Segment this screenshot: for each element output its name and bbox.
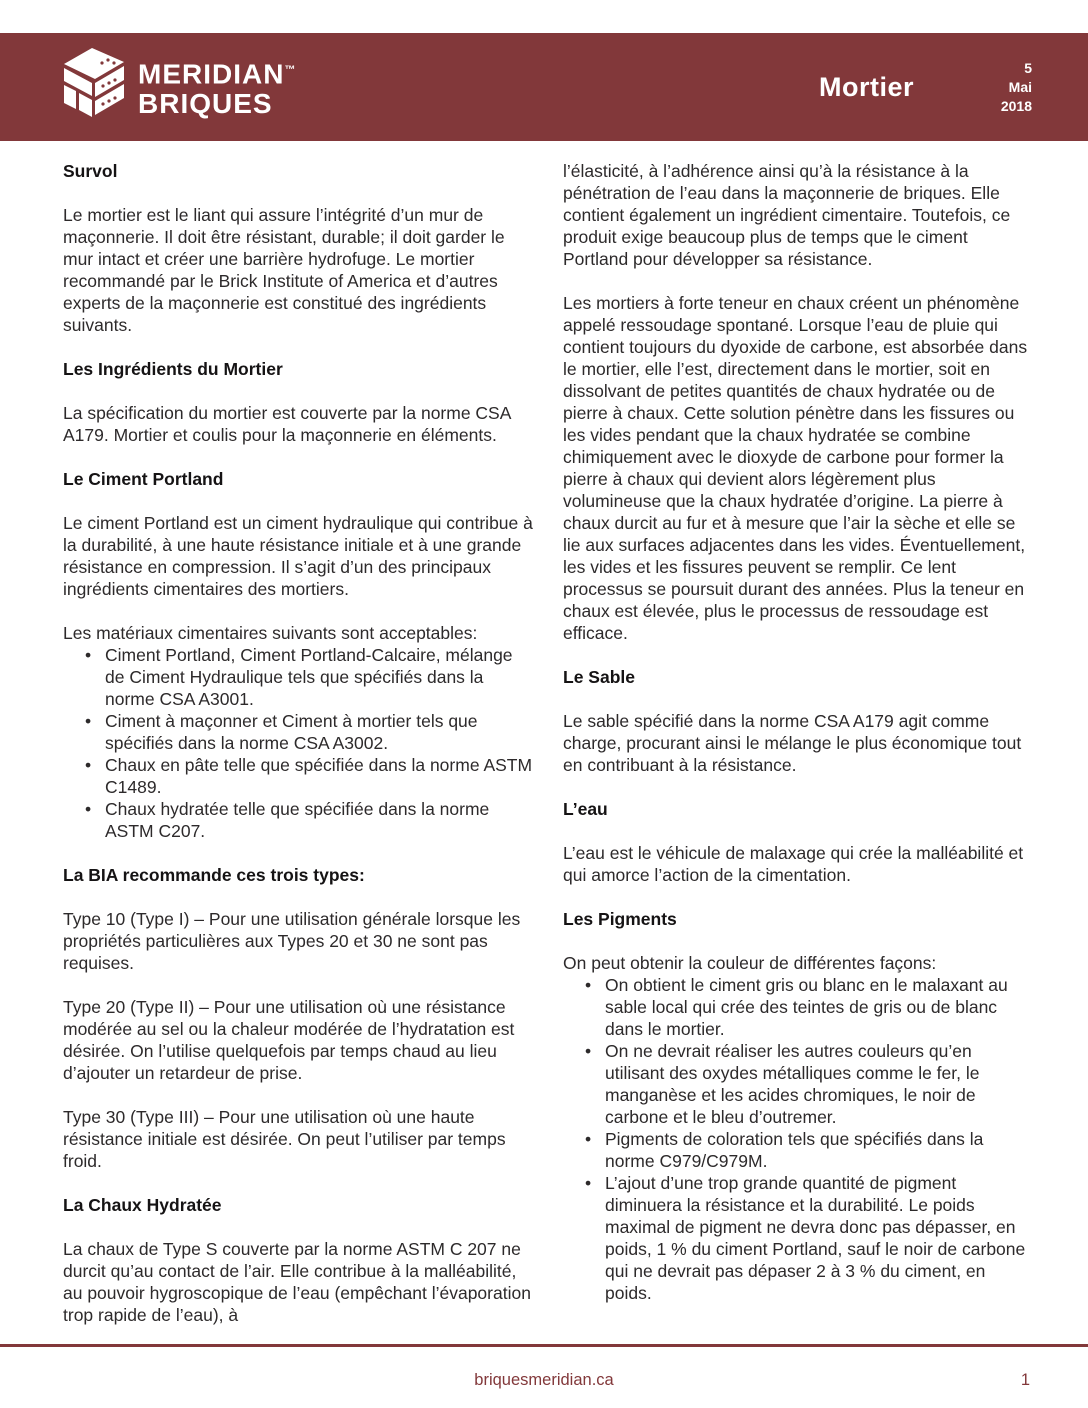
brand-name: [138, 55, 295, 119]
paragraph: La spécification du mortier est couverte par la norme CSA A179. Mortier et coulis pour la maçonnerie en éléments.: [63, 403, 511, 445]
paragraph: Type 20 (Type II) – Pour une utilisation où une résistance modérée au sel ou la chaleur modérée de l’hydratation est désirée. On l’utilise quelquefois par temps chaud au lieu d’ajouter un retardeur de prise.: [63, 997, 515, 1083]
bullet-item: • Ciment Portland, Ciment Portland-Calcaire, mélange de Ciment Hydraulique tels que spécifiés dans la norme CSA A3001.: [63, 644, 535, 710]
paragraph: Type 30 (Type III) – Pour une utilisation où une haute résistance initiale est désirée. On peut l’utiliser par temps froid.: [63, 1107, 506, 1171]
bullet-item: • Chaux en pâte telle que spécifiée dans la norme ASTM C1489.: [63, 754, 535, 798]
section-heading: La BIA recommande ces trois types:: [63, 865, 365, 885]
bullet-item: • Chaux hydratée telle que spécifiée dans la norme ASTM C207.: [63, 798, 535, 842]
section-heading: Survol: [63, 161, 118, 181]
bullet-list: [563, 974, 1035, 1304]
document-date: [992, 59, 1032, 116]
paragraph: Le sable spécifié dans la norme CSA A179 agit comme charge, procurant ainsi le mélange le plus économique tout en contribuant à la résistance.: [563, 711, 1022, 775]
paragraph: Le ciment Portland est un ciment hydraulique qui contribue à la durabilité, à une haute résistance initiale et à une grande résistance en compression. Il s’agit d’un des principaux ingrédients cimentaires des mortiers.: [63, 513, 533, 599]
page-number: 1: [1020, 1371, 1030, 1389]
list-intro: Les matériaux cimentaires suivants sont acceptables:: [63, 623, 478, 643]
paragraph: L’eau est le véhicule de malaxage qui crée la malléabilité et qui amorce l’action de la cimentation.: [563, 843, 1024, 885]
section-heading: Les Ingrédients du Mortier: [63, 359, 283, 379]
section-heading: Le Sable: [563, 667, 635, 687]
paragraph: Les mortiers à forte teneur en chaux créent un phénomène appelé ressoudage spontané. Lorsque l’eau de pluie qui contient toujours du dyoxide de carbone, est absorbée dans le mortier, elle l’est, directement dans le mortier, soit en dissolvant de petites quantités de chaux hydratée ou de pierre à chaux. Cette solution pénètre dans les fissures ou les vides pendant que la chaux hydratée se combine chimiquement avec le dioxyde de carbone pour former la pierre à chaux qui devient alors légèrement plus volumineuse que la chaux hydratée d’origine. La pierre à chaux durcit au fur et à mesure que l’air la sèche et elle se lie aux surfaces adjacentes dans les vides. Éventuellement, les vides et les fissures peuvent se remplir. Ce lent processus se poursuit durant des années. Plus la teneur en chaux est élevée, plus le processus de ressoudage est efficace.: [563, 293, 1028, 643]
list-intro: On peut obtenir la couleur de différentes façons:: [563, 953, 937, 973]
date-day: 5: [1024, 59, 1032, 76]
paragraph: Le mortier est le liant qui assure l’intégrité d’un mur de maçonnerie. Il doit être résistant, durable; il doit garder le mur intact et créer une barrière hydrofuge. Le mortier recommandé par le Brick Institute of America et d’autres experts de la maçonnerie est constitué des ingrédients suivants.: [63, 205, 505, 335]
section-heading: La Chaux Hydratée: [63, 1195, 222, 1215]
brand-line2: BRIQUES: [138, 88, 273, 120]
brick-stack-logo-icon: [62, 43, 126, 131]
header-banner: [0, 33, 1088, 141]
bullet-item: • Pigments de coloration tels que spécifiés dans la norme C979/C979M.: [563, 1128, 1035, 1172]
left-column: [63, 160, 535, 1348]
bullet-item: • On ne devrait réaliser les autres couleurs qu’en utilisant des oxydes métalliques comme le fer, le manganèse et les acides chromiques, le noir de carbone et le bleu d’outremer.: [563, 1040, 1035, 1128]
section-heading: L’eau: [563, 799, 608, 819]
paragraph: Type 10 (Type I) – Pour une utilisation générale lorsque les propriétés particulières aux Types 20 et 30 ne sont pas requises.: [63, 909, 521, 973]
section-heading: Les Pigments: [563, 909, 677, 929]
right-column: [563, 160, 1035, 1348]
document-title: Mortier: [818, 71, 914, 102]
brand-line1: MERIDIAN: [138, 58, 285, 90]
bullet-item: • On obtient le ciment gris ou blanc en le malaxant au sable local qui crée des teintes de gris ou de blanc dans le mortier.: [563, 974, 1035, 1040]
footer: [0, 1344, 1088, 1408]
trademark-symbol: ™: [284, 63, 296, 76]
bullet-item: • L’ajout d’une trop grande quantité de pigment diminuera la résistance et la durabilité. Le poids maximal de pigment ne devra donc pas dépasser, en poids, 1 % du ciment Portland, sauf le noir de carbone qui ne devrait pas dépaser 2 à 3 % du ciment, en poids.: [563, 1172, 1035, 1304]
paragraph: La chaux de Type S couverte par la norme ASTM C 207 ne durcit qu’au contact de l’air. Elle contribue à la malléabilité, au pouvoir hygroscopique de l’eau (empêchant l’évaporation trop rapide de l’eau), à: [63, 1239, 531, 1325]
date-year: 2018: [1000, 97, 1032, 114]
brand-logo: [62, 43, 295, 131]
paragraph: l’élasticité, à l’adhérence ainsi qu’à la résistance à la pénétration de l’eau dans la maçonnerie de briques. Elle contient également un ingrédient cimentaire. Toutefois, ce produit exige beaucoup plus de temps que le ciment Portland pour développer sa résistance.: [563, 161, 1011, 269]
date-month: Mai: [1008, 78, 1032, 95]
document-body: [63, 160, 1035, 1348]
section-heading: Le Ciment Portland: [63, 469, 224, 489]
bullet-list: [63, 644, 535, 842]
footer-website-link[interactable]: briquesmeridian.ca: [474, 1371, 614, 1389]
bullet-item: • Ciment à maçonner et Ciment à mortier tels que spécifiés dans la norme CSA A3002.: [63, 710, 535, 754]
